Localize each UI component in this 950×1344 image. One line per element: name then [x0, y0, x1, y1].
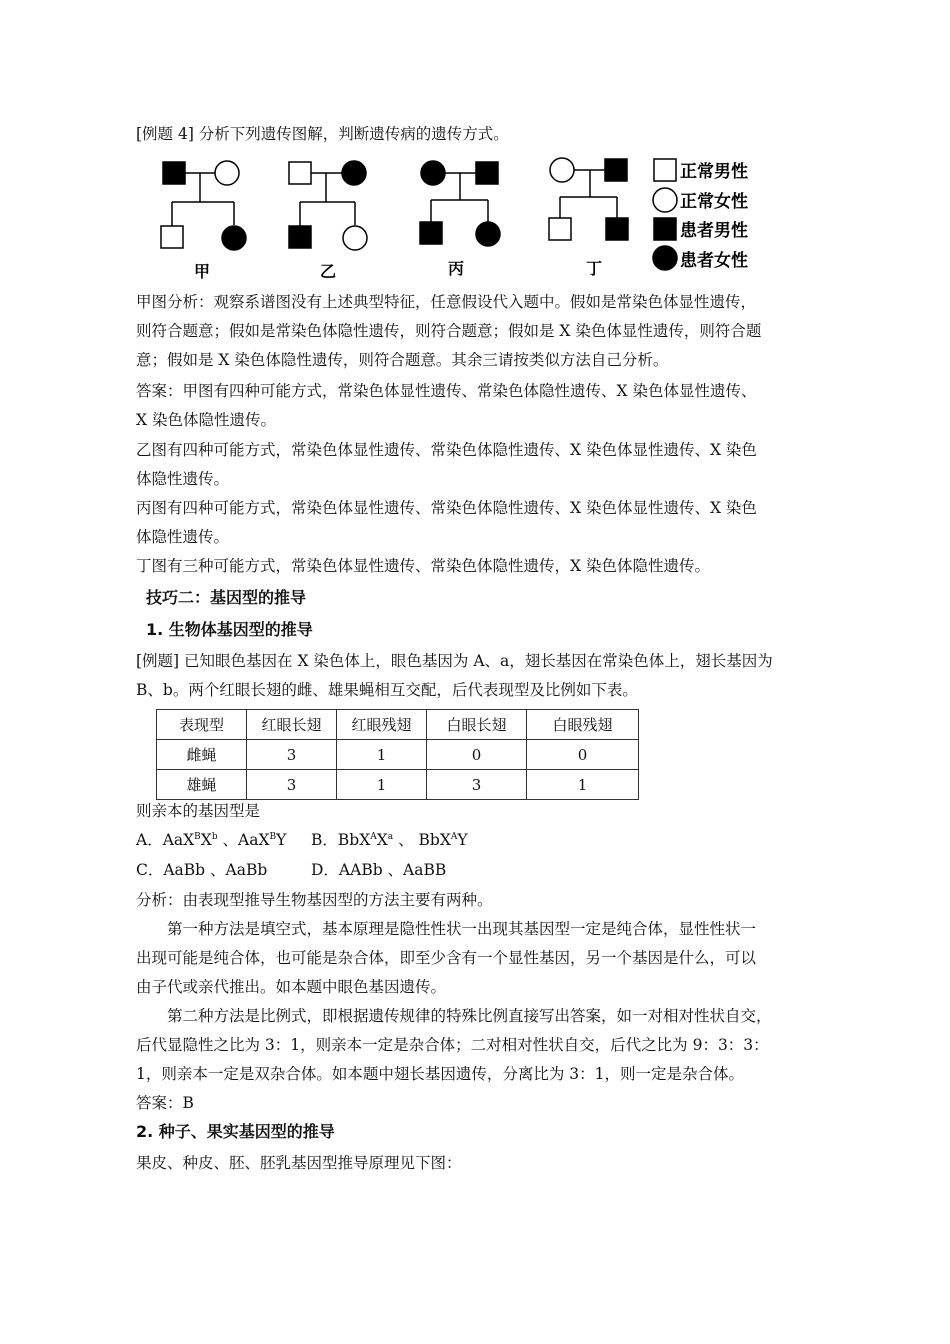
analysis-line: 意；假如是 X 染色体隐性遗传，则符合题意。其余三请按类似方法自己分析。: [136, 351, 669, 369]
table-cell: 0: [427, 740, 527, 770]
table-cell: 0: [527, 740, 639, 770]
table-header: 白眼残翅: [527, 710, 639, 740]
pedigree-yi: [289, 161, 367, 250]
subsection-title-2: 2. 种子、果实基因型的推导: [136, 1122, 335, 1141]
table-cell: 3: [247, 740, 337, 770]
analysis-line: 出现可能是纯合体，也可能是杂合体，即至少含有一个显性基因，另一个基因是什么，可以: [136, 949, 757, 967]
answer-line: X 染色体隐性遗传。: [136, 411, 276, 429]
example-line: [例题] 已知眼色基因在 X 染色体上，眼色基因为 A、a，翅长基因在常染色体上，翅长基因为: [136, 652, 773, 670]
answer-line: 丙图有四种可能方式，常染色体显性遗传、常染色体隐性遗传、X 染色体显性遗传、X 染色: [136, 499, 757, 517]
table-cell: 3: [427, 770, 527, 800]
final-line: 果皮、种皮、胚、胚乳基因型推导原理见下图：: [136, 1154, 462, 1172]
table-cell: 1: [337, 770, 427, 800]
pedigree-legend: [653, 159, 677, 270]
option-b: B．$BbX^AX^a$ 、 BbX$^A$Y: [311, 831, 468, 849]
pedigree-jia: [161, 161, 246, 250]
answer-line: 体隐性遗传。: [136, 470, 230, 488]
legend-normal-male: 正常男性: [680, 162, 748, 182]
analysis-line: 1，则亲本一定是双杂合体。如本题中翅长基因遗传，分离比为 3：1，则一定是杂合体。: [136, 1065, 745, 1083]
question-line: 则亲本的基因型是: [136, 802, 261, 820]
table-header: 白眼长翅: [427, 710, 527, 740]
pedigree-ding: [549, 158, 628, 240]
legend-normal-female: 正常女性: [680, 192, 748, 212]
table-row: [157, 710, 639, 740]
table-cell: 3: [247, 770, 337, 800]
label-ding: 丁: [586, 259, 603, 278]
answer-line: 答案：甲图有四种可能方式，常染色体显性遗传、常染色体隐性遗传、X 染色体显性遗传、: [136, 382, 757, 400]
analysis-line: 后代显隐性之比为 3：1，则亲本一定是杂合体；二对相对性状自交，后代之比为 9：3：3：: [136, 1036, 769, 1054]
analysis-line: 第二种方法是比例式，即根据遗传规律的特殊比例直接写出答案，如一对相对性状自交，: [136, 1007, 772, 1025]
table-row: [157, 770, 639, 800]
table-row: [157, 740, 639, 770]
answer-line: 体隐性遗传。: [136, 528, 230, 546]
analysis-line: 则符合题意；假如是常染色体隐性遗传，则符合题意；假如是 X 染色体显性遗传，则符合题: [136, 322, 762, 340]
table-cell: 1: [337, 740, 427, 770]
phenotype-table: [156, 709, 639, 800]
option-d: D．AABb 、AaBB: [311, 861, 447, 879]
label-bing: 丙: [448, 259, 465, 278]
answer-line: 答案：B: [136, 1094, 194, 1112]
legend-affected-male: 患者男性: [680, 221, 748, 241]
answer-line: 乙图有四种可能方式，常染色体显性遗传、常染色体隐性遗传、X 染色体显性遗传、X 染色: [136, 441, 757, 459]
option-a: A．$AaX^BX^b$ 、AaX$^B$Y: [136, 831, 287, 849]
legend-affected-female: 患者女性: [680, 251, 748, 271]
pedigree-figure: [150, 150, 770, 280]
table-cell: 雄蝇: [157, 770, 247, 800]
table-header: 表现型: [157, 710, 247, 740]
example4-prompt: [例题 4] 分析下列遗传图解，判断遗传病的遗传方式。: [136, 125, 509, 143]
label-yi: 乙: [320, 262, 337, 280]
subsection-title-1: 1. 生物体基因型的推导: [146, 620, 313, 639]
table-cell: 1: [527, 770, 639, 800]
table-header: 红眼长翅: [247, 710, 337, 740]
analysis-line: 第一种方法是填空式，基本原理是隐性性状一出现其基因型一定是纯合体，显性性状一: [136, 920, 757, 938]
label-jia: 甲: [194, 262, 211, 280]
analysis-line: 由子代或亲代推出。如本题中眼色基因遗传。: [136, 978, 447, 996]
table-header: 红眼残翅: [337, 710, 427, 740]
example-line: B、b。两个红眼长翅的雌、雄果蝇相互交配，后代表现型及比例如下表。: [136, 681, 638, 699]
section-title: 技巧二：基因型的推导: [146, 588, 307, 607]
answer-line: 丁图有三种可能方式，常染色体显性遗传、常染色体隐性遗传，X 染色体隐性遗传。: [136, 557, 710, 575]
option-c: C．AaBb 、AaBb: [136, 861, 268, 879]
pedigree-bing: [420, 161, 500, 246]
analysis-line: 分析：由表现型推导生物基因型的方法主要有两种。: [136, 891, 493, 909]
analysis-line: 甲图分析：观察系谱图没有上述典型特征，任意假设代入题中。假如是常染色体显性遗传，: [136, 293, 757, 311]
table-cell: 雌蝇: [157, 740, 247, 770]
